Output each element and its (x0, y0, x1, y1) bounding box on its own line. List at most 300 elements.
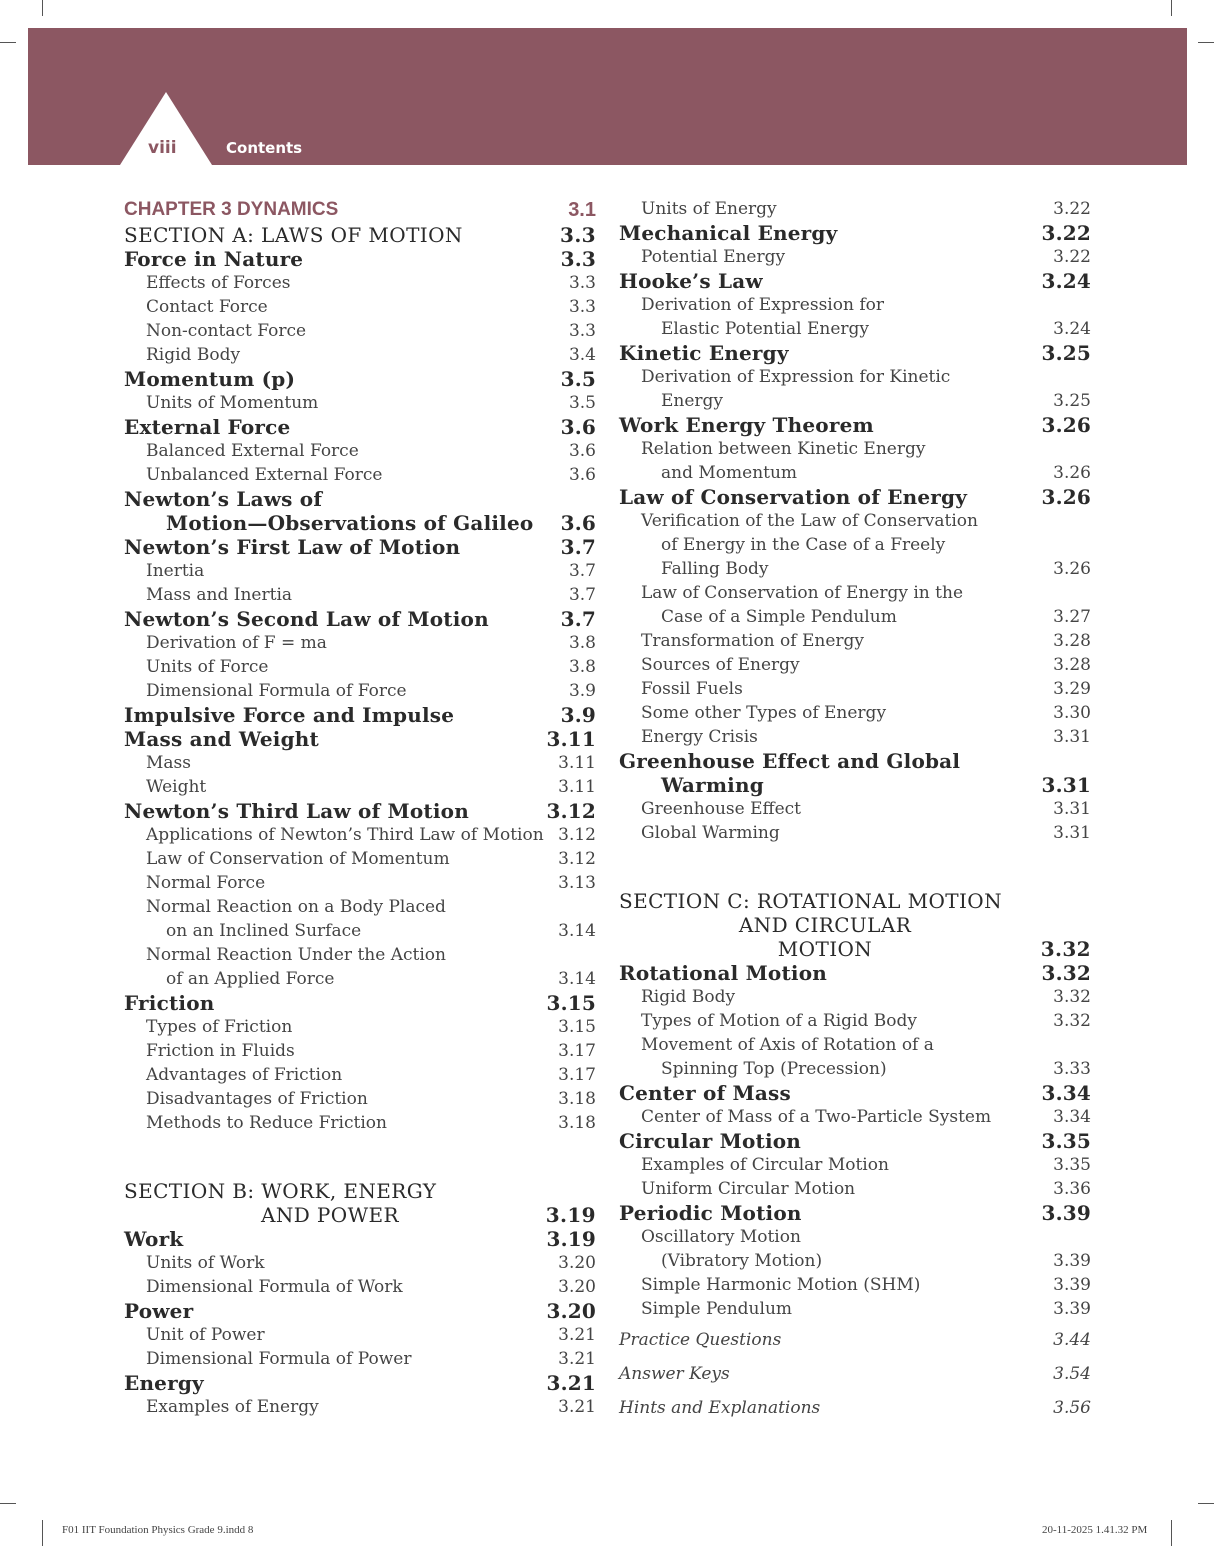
toc-topic-entry[interactable] (124, 1299, 596, 1323)
toc-entry-title (124, 367, 596, 391)
toc-entry-page: 3.30 (1053, 703, 1091, 723)
toc-subtopic-entry[interactable] (124, 1323, 596, 1347)
toc-entry-title (124, 391, 596, 415)
toc-entry-title-continuation: of an Applied Force (166, 969, 335, 989)
toc-entry-title (619, 1225, 1091, 1273)
toc-entry-title-continuation: Case of a Simple Pendulum (661, 607, 897, 627)
toc-entry-title-line: Examples of Circular Motion (641, 1155, 889, 1175)
toc-entry-title-line: Potential Energy (641, 247, 786, 267)
toc-entry-title-line: Momentum (p) (124, 367, 296, 391)
toc-entry-title (124, 535, 596, 559)
chapter-heading[interactable] (124, 197, 596, 223)
toc-entry-title-line: Derivation of Expression for (641, 295, 884, 315)
toc-entry-title (124, 895, 596, 943)
toc-entry-title (619, 889, 1091, 961)
toc-topic-entry[interactable] (124, 1227, 596, 1251)
toc-entry-title-continuation: MOTION (777, 937, 873, 961)
toc-topic-entry[interactable] (124, 535, 596, 559)
toc-entry-title-line: Circular Motion (619, 1129, 802, 1153)
toc-entry-title-line: Practice Questions (619, 1330, 782, 1350)
toc-subtopic-entry[interactable] (619, 1009, 1091, 1033)
toc-entry-title (619, 797, 1091, 821)
toc-entry-title-line: Types of Motion of a Rigid Body (641, 1011, 917, 1031)
toc-entry-title-line: Fossil Fuels (641, 679, 743, 699)
toc-entry-page: 3.13 (558, 873, 596, 893)
toc-entry-title-line: Kinetic Energy (619, 341, 789, 365)
toc-entry-title-line: Transformation of Energy (641, 631, 865, 651)
toc-entry-title-continuation: AND CIRCULAR (738, 913, 912, 937)
toc-subtopic-entry[interactable] (124, 1251, 596, 1275)
toc-subtopic-entry[interactable] (619, 985, 1091, 1009)
toc-entry-page: 3.21 (558, 1397, 596, 1417)
toc-entry-page: 3.15 (558, 1017, 596, 1037)
toc-entry-title (124, 943, 596, 991)
toc-entry-title (124, 823, 596, 847)
toc-entry-title-line: Unbalanced External Force (146, 465, 383, 485)
toc-subtopic-entry[interactable] (124, 751, 596, 775)
toc-entry-title-line: Impulsive Force and Impulse (124, 703, 455, 727)
toc-entry-page: 3.32 (1053, 987, 1091, 1007)
toc-subtopic-entry[interactable] (124, 655, 596, 679)
toc-entry-page: 3.14 (558, 921, 596, 941)
toc-entry-page: 3.35 (1053, 1155, 1091, 1175)
toc-entry-title-line: Units of Force (146, 657, 269, 677)
toc-subtopic-entry[interactable] (124, 1063, 596, 1087)
toc-entry-title-line: Contact Force (146, 297, 268, 317)
toc-entry-title (124, 679, 596, 703)
toc-topic-entry[interactable] (124, 415, 596, 439)
toc-entry-title (619, 1325, 1091, 1355)
toc-entry-title (619, 1177, 1091, 1201)
toc-entry-page: 3.26 (1041, 485, 1091, 509)
toc-entry-page: 3.11 (558, 777, 596, 797)
toc-entry-page: 3.19 (545, 1203, 596, 1227)
toc-entry-page: 3.39 (1041, 1201, 1091, 1225)
toc-subtopic-entry[interactable] (124, 1039, 596, 1063)
toc-entry-title-line: Dimensional Formula of Force (146, 681, 407, 701)
toc-entry-title-continuation: and Momentum (661, 463, 798, 483)
toc-section-heading[interactable] (619, 889, 1091, 961)
toc-entry-page: 3.5 (568, 393, 596, 413)
toc-subtopic-entry[interactable] (619, 245, 1091, 269)
crop-mark (1198, 42, 1214, 43)
toc-entry-title (619, 961, 1091, 985)
toc-entry-title-line: Hints and Explanations (619, 1398, 821, 1418)
toc-entry-title-line: Newton’s First Law of Motion (124, 535, 461, 559)
toc-subtopic-entry[interactable] (124, 1395, 596, 1419)
toc-entry-title-line: Normal Reaction Under the Action (146, 945, 446, 965)
toc-entry-title (619, 821, 1091, 845)
toc-subtopic-entry[interactable] (619, 293, 1091, 341)
toc-entry-title (124, 631, 596, 655)
crop-mark (0, 1503, 16, 1504)
toc-entry-page: 3.11 (558, 753, 596, 773)
toc-entry-title-continuation: Energy (661, 391, 724, 411)
toc-entry-title (124, 559, 596, 583)
toc-entry-title-line: Answer Keys (619, 1364, 730, 1384)
toc-entry-page: 3.28 (1053, 631, 1091, 651)
toc-entry-title (124, 703, 596, 727)
toc-entry-title-continuation: AND POWER (260, 1203, 399, 1227)
toc-entry-title (619, 1033, 1091, 1081)
toc-entry-title (124, 1039, 596, 1063)
toc-entry-page: 3.3 (568, 297, 596, 317)
toc-topic-entry[interactable] (124, 991, 596, 1015)
toc-entry-title-line: Law of Conservation of Energy (619, 485, 968, 509)
toc-entry-page: 3.14 (558, 969, 596, 989)
toc-entry-title (619, 677, 1091, 701)
toc-entry-title (619, 197, 1091, 221)
toc-entry-title (619, 1273, 1091, 1297)
toc-entry-page: 3.21 (546, 1371, 596, 1395)
toc-entry-title-line: Balanced External Force (146, 441, 359, 461)
toc-entry-title (124, 1347, 596, 1371)
toc-subtopic-entry[interactable] (619, 509, 1091, 581)
toc-entry-page: 3.17 (558, 1065, 596, 1085)
toc-entry-page: 3.32 (1040, 937, 1091, 961)
toc-entry-page: 3.28 (1053, 655, 1091, 675)
toc-entry-page: 3.32 (1053, 1011, 1091, 1031)
toc-entry-title-line: Work Energy Theorem (619, 413, 874, 437)
toc-entry-page: 3.9 (568, 681, 596, 701)
toc-entry-page: 3.6 (560, 415, 596, 439)
toc-entry-page: 3.18 (558, 1113, 596, 1133)
toc-subtopic-entry[interactable] (124, 1111, 596, 1135)
toc-entry-page: 3.7 (560, 607, 596, 631)
toc-entry-page: 3.18 (558, 1089, 596, 1109)
toc-entry-title-line: Sources of Energy (641, 655, 800, 675)
toc-entry-title (124, 1227, 596, 1251)
toc-entry-page: 3.39 (1053, 1251, 1091, 1271)
toc-entry-page: 3.29 (1053, 679, 1091, 699)
toc-subtopic-entry[interactable] (124, 583, 596, 607)
toc-subtopic-entry[interactable] (619, 1177, 1091, 1201)
toc-entry-title-line: Greenhouse Effect (641, 799, 801, 819)
toc-entry-title-line: Simple Harmonic Motion (SHM) (641, 1275, 921, 1295)
toc-entry-title (124, 871, 596, 895)
toc-entry-title (124, 775, 596, 799)
toc-entry-page: 3.4 (568, 345, 596, 365)
toc-entry-page: 3.31 (1041, 773, 1091, 797)
toc-subtopic-entry[interactable] (619, 1273, 1091, 1297)
toc-entry-title (124, 1323, 596, 1347)
toc-entry-title-line: Newton’s Third Law of Motion (124, 799, 469, 823)
toc-entry-page: 3.3 (568, 321, 596, 341)
toc-subtopic-entry[interactable] (619, 725, 1091, 749)
toc-entry-title (124, 1299, 596, 1323)
toc-entry-title-line: Periodic Motion (619, 1201, 802, 1225)
toc-topic-entry[interactable] (124, 799, 596, 823)
toc-entry-title-line: Rigid Body (146, 345, 241, 365)
toc-entry-page: 3.8 (568, 633, 596, 653)
toc-entry-title-line: SECTION B: WORK, ENERGY (124, 1179, 437, 1203)
toc-subtopic-entry[interactable] (124, 679, 596, 703)
toc-subtopic-entry[interactable] (124, 1015, 596, 1039)
toc-topic-entry[interactable] (124, 607, 596, 631)
toc-entry-page: 3.24 (1041, 269, 1091, 293)
toc-entry-title (619, 437, 1091, 485)
toc-subtopic-entry[interactable] (619, 797, 1091, 821)
toc-entry-page: 3.3 (560, 247, 596, 271)
toc-entry-title-continuation: Spinning Top (Precession) (661, 1059, 887, 1079)
toc-entry-title-line: Mass (146, 753, 191, 773)
toc-subtopic-entry[interactable] (619, 1225, 1091, 1273)
toc-subtopic-entry[interactable] (124, 1347, 596, 1371)
toc-subtopic-entry[interactable] (619, 677, 1091, 701)
toc-entry-page: 3.17 (558, 1041, 596, 1061)
toc-topic-entry[interactable] (619, 221, 1091, 245)
toc-subtopic-entry[interactable] (619, 653, 1091, 677)
toc-entry-title (619, 245, 1091, 269)
toc-entry-title-line: Applications of Newton’s Third Law of Motion (146, 825, 544, 845)
toc-entry-page: 3.34 (1041, 1081, 1091, 1105)
toc-subtopic-entry[interactable] (619, 1153, 1091, 1177)
toc-entry-title (619, 1105, 1091, 1129)
toc-entry-title (124, 655, 596, 679)
toc-entry-title-line: Derivation of F = ma (146, 633, 327, 653)
toc-topic-entry[interactable] (619, 413, 1091, 437)
toc-entry-title-line: Verification of the Law of Conservation (641, 511, 978, 531)
toc-subtopic-entry[interactable] (619, 1105, 1091, 1129)
toc-entry-title-line: Center of Mass (619, 1081, 791, 1105)
toc-topic-entry[interactable] (124, 247, 596, 271)
toc-topic-entry[interactable] (619, 1081, 1091, 1105)
toc-entry-title-line: Examples of Energy (146, 1397, 319, 1417)
toc-entry-title (124, 1087, 596, 1111)
toc-subtopic-entry[interactable] (619, 821, 1091, 845)
toc-entry-title-line: Rigid Body (641, 987, 736, 1007)
toc-entry-title (619, 1129, 1091, 1153)
toc-entry-page: 3.26 (1053, 559, 1091, 579)
toc-entry-page: 3.33 (1053, 1059, 1091, 1079)
toc-subtopic-entry[interactable] (619, 629, 1091, 653)
toc-subtopic-entry[interactable] (619, 701, 1091, 725)
toc-entry-title (619, 485, 1091, 509)
toc-entry-page: 3.19 (546, 1227, 596, 1251)
toc-entry-title-line: Friction in Fluids (146, 1041, 295, 1061)
toc-entry-title-line: Movement of Axis of Rotation of a (641, 1035, 934, 1055)
toc-subtopic-entry[interactable] (124, 631, 596, 655)
toc-topic-entry[interactable] (619, 485, 1091, 509)
toc-entry-page: 3.26 (1041, 413, 1091, 437)
toc-subtopic-entry[interactable] (124, 463, 596, 487)
toc-entry-title-line: Inertia (146, 561, 205, 581)
toc-backmatter-entry[interactable] (619, 1393, 1091, 1423)
toc-subtopic-entry[interactable] (124, 1087, 596, 1111)
toc-entry-title-line: Dimensional Formula of Power (146, 1349, 412, 1369)
toc-subtopic-entry[interactable] (124, 895, 596, 943)
toc-entry-page: 3.34 (1053, 1107, 1091, 1127)
running-header-title: Contents (226, 139, 303, 157)
toc-topic-entry[interactable] (124, 727, 596, 751)
toc-entry-title (619, 365, 1091, 413)
toc-entry-title-line: Units of Work (146, 1253, 265, 1273)
toc-entry-page: 3.8 (568, 657, 596, 677)
toc-entry-title (124, 1371, 596, 1395)
toc-subtopic-entry[interactable] (124, 295, 596, 319)
toc-entry-page: 3.26 (1053, 463, 1091, 483)
toc-subtopic-entry[interactable] (124, 1275, 596, 1299)
toc-entry-title-continuation: Elastic Potential Energy (661, 319, 870, 339)
toc-entry-title-line: Global Warming (641, 823, 780, 843)
chapter-title: CHAPTER 3 DYNAMICS (124, 199, 339, 220)
toc-entry-title-line: Advantages of Friction (146, 1065, 343, 1085)
spacer (619, 845, 1091, 889)
toc-entry-title (619, 629, 1091, 653)
toc-entry-title-continuation: Falling Body (661, 559, 769, 579)
toc-entry-title (124, 415, 596, 439)
toc-entry-title (124, 223, 596, 247)
toc-entry-title-line: Rotational Motion (619, 961, 827, 985)
toc-entry-title-line: Uniform Circular Motion (641, 1179, 856, 1199)
toc-entry-page: 3.15 (546, 991, 596, 1015)
toc-entry-page: 3.7 (568, 561, 596, 581)
toc-entry-page: 3.21 (558, 1349, 596, 1369)
toc-entry-page: 3.27 (1053, 607, 1091, 627)
toc-entry-title-line: Types of Friction (146, 1017, 293, 1037)
toc-subtopic-entry[interactable] (619, 197, 1091, 221)
toc-entry-title (619, 749, 1091, 797)
toc-entry-title-line: Normal Reaction on a Body Placed (146, 897, 446, 917)
toc-entry-title (619, 581, 1091, 629)
toc-entry-title (124, 607, 596, 631)
toc-subtopic-entry[interactable] (124, 271, 596, 295)
toc-entry-title (619, 509, 1091, 581)
toc-entry-page: 3.12 (558, 849, 596, 869)
toc-topic-entry[interactable] (124, 367, 596, 391)
toc-subtopic-entry[interactable] (124, 343, 596, 367)
toc-entry-page: 3.9 (560, 703, 596, 727)
toc-entry-title-line: SECTION A: LAWS OF MOTION (124, 223, 463, 247)
toc-entry-title (619, 1081, 1091, 1105)
toc-section-heading[interactable] (124, 1179, 596, 1227)
toc-entry-title-line: Power (124, 1299, 194, 1323)
toc-entry-title-line: External Force (124, 415, 291, 439)
toc-entry-title (124, 487, 596, 535)
toc-subtopic-entry[interactable] (619, 437, 1091, 485)
toc-entry-title (124, 727, 596, 751)
toc-entry-page: 3.25 (1041, 341, 1091, 365)
toc-entry-page: 3.6 (560, 511, 596, 535)
toc-entry-title-line: SECTION C: ROTATIONAL MOTION (619, 889, 1002, 913)
toc-entry-page: 3.39 (1053, 1299, 1091, 1319)
toc-entry-page: 3.20 (558, 1253, 596, 1273)
toc-entry-title (619, 1153, 1091, 1177)
toc-entry-title-line: Mass and Inertia (146, 585, 293, 605)
toc-topic-entry[interactable] (619, 341, 1091, 365)
toc-entry-title (619, 221, 1091, 245)
toc-entry-title-line: Unit of Power (146, 1325, 265, 1345)
toc-entry-title (619, 1359, 1091, 1389)
toc-subtopic-entry[interactable] (124, 391, 596, 415)
toc-subtopic-entry[interactable] (619, 365, 1091, 413)
toc-subtopic-entry[interactable] (124, 943, 596, 991)
toc-right-column (619, 197, 1091, 1423)
footer-timestamp: 20-11-2025 1.41.32 PM (1042, 1524, 1148, 1536)
toc-entry-title-line: Effects of Forces (146, 273, 291, 293)
toc-entry-title-line: Some other Types of Energy (641, 703, 887, 723)
toc-entry-title (124, 271, 596, 295)
toc-entry-title-line: Weight (146, 777, 207, 797)
toc-topic-entry[interactable] (124, 487, 596, 535)
toc-entry-title (124, 295, 596, 319)
toc-entry-page: 3.36 (1053, 1179, 1091, 1199)
toc-entry-title (619, 1009, 1091, 1033)
toc-entry-page: 3.32 (1041, 961, 1091, 985)
toc-subtopic-entry[interactable] (124, 775, 596, 799)
toc-subtopic-entry[interactable] (619, 1033, 1091, 1081)
toc-topic-entry[interactable] (124, 1371, 596, 1395)
toc-entry-page: 3.54 (1053, 1364, 1091, 1384)
toc-entry-title (124, 847, 596, 871)
toc-topic-entry[interactable] (619, 269, 1091, 293)
toc-section-heading[interactable] (124, 223, 596, 247)
toc-backmatter-entry[interactable] (619, 1359, 1091, 1389)
toc-topic-entry[interactable] (619, 1201, 1091, 1225)
toc-subtopic-entry[interactable] (124, 847, 596, 871)
header-band (28, 28, 1187, 165)
toc-subtopic-entry[interactable] (124, 823, 596, 847)
toc-entry-page: 3.11 (546, 727, 596, 751)
toc-entry-page: 3.7 (560, 535, 596, 559)
toc-entry-title (124, 1179, 596, 1227)
toc-entry-title (619, 701, 1091, 725)
toc-entry-title-continuation: (Vibratory Motion) (661, 1251, 823, 1271)
toc-entry-title (619, 293, 1091, 341)
toc-entry-page: 3.6 (568, 465, 596, 485)
crop-mark (1171, 0, 1172, 16)
toc-entry-page: 3.35 (1041, 1129, 1091, 1153)
toc-entry-title-line: Energy Crisis (641, 727, 758, 747)
toc-entry-page: 3.56 (1053, 1398, 1091, 1418)
toc-entry-title (124, 247, 596, 271)
toc-entry-title (619, 653, 1091, 677)
toc-topic-entry[interactable] (619, 961, 1091, 985)
toc-topic-entry[interactable] (619, 749, 1091, 797)
toc-entry-title-line: Units of Energy (641, 199, 777, 219)
toc-entry-title (619, 413, 1091, 437)
toc-subtopic-entry[interactable] (124, 871, 596, 895)
toc-backmatter-entry[interactable] (619, 1325, 1091, 1355)
toc-entry-page: 3.21 (558, 1325, 596, 1345)
toc-subtopic-entry[interactable] (124, 559, 596, 583)
toc-entry-page: 3.39 (1053, 1275, 1091, 1295)
toc-topic-entry[interactable] (124, 703, 596, 727)
toc-subtopic-entry[interactable] (124, 319, 596, 343)
toc-entry-title-line: Non-contact Force (146, 321, 307, 341)
toc-subtopic-entry[interactable] (619, 1297, 1091, 1321)
toc-entry-title-line: Disadvantages of Friction (146, 1089, 368, 1109)
toc-entry-title (124, 751, 596, 775)
toc-subtopic-entry[interactable] (619, 581, 1091, 629)
toc-entry-title-line: Hooke’s Law (619, 269, 763, 293)
chapter-page: 3.1 (568, 199, 596, 221)
toc-subtopic-entry[interactable] (124, 439, 596, 463)
toc-entry-page: 3.20 (546, 1299, 596, 1323)
toc-entry-title (124, 1251, 596, 1275)
crop-mark (1198, 1503, 1214, 1504)
toc-entry-title-line: Newton’s Laws of (124, 487, 323, 511)
toc-topic-entry[interactable] (619, 1129, 1091, 1153)
toc-entry-page: 3.22 (1041, 221, 1091, 245)
toc-entry-page: 3.7 (568, 585, 596, 605)
toc-entry-title-line: Energy (124, 1371, 204, 1395)
toc-entry-title-continuation: of Energy in the Case of a Freely (661, 535, 946, 555)
crop-mark (0, 42, 16, 43)
toc-entry-page: 3.12 (546, 799, 596, 823)
toc-entry-page: 3.24 (1053, 319, 1091, 339)
toc-entry-page: 3.12 (558, 825, 596, 845)
